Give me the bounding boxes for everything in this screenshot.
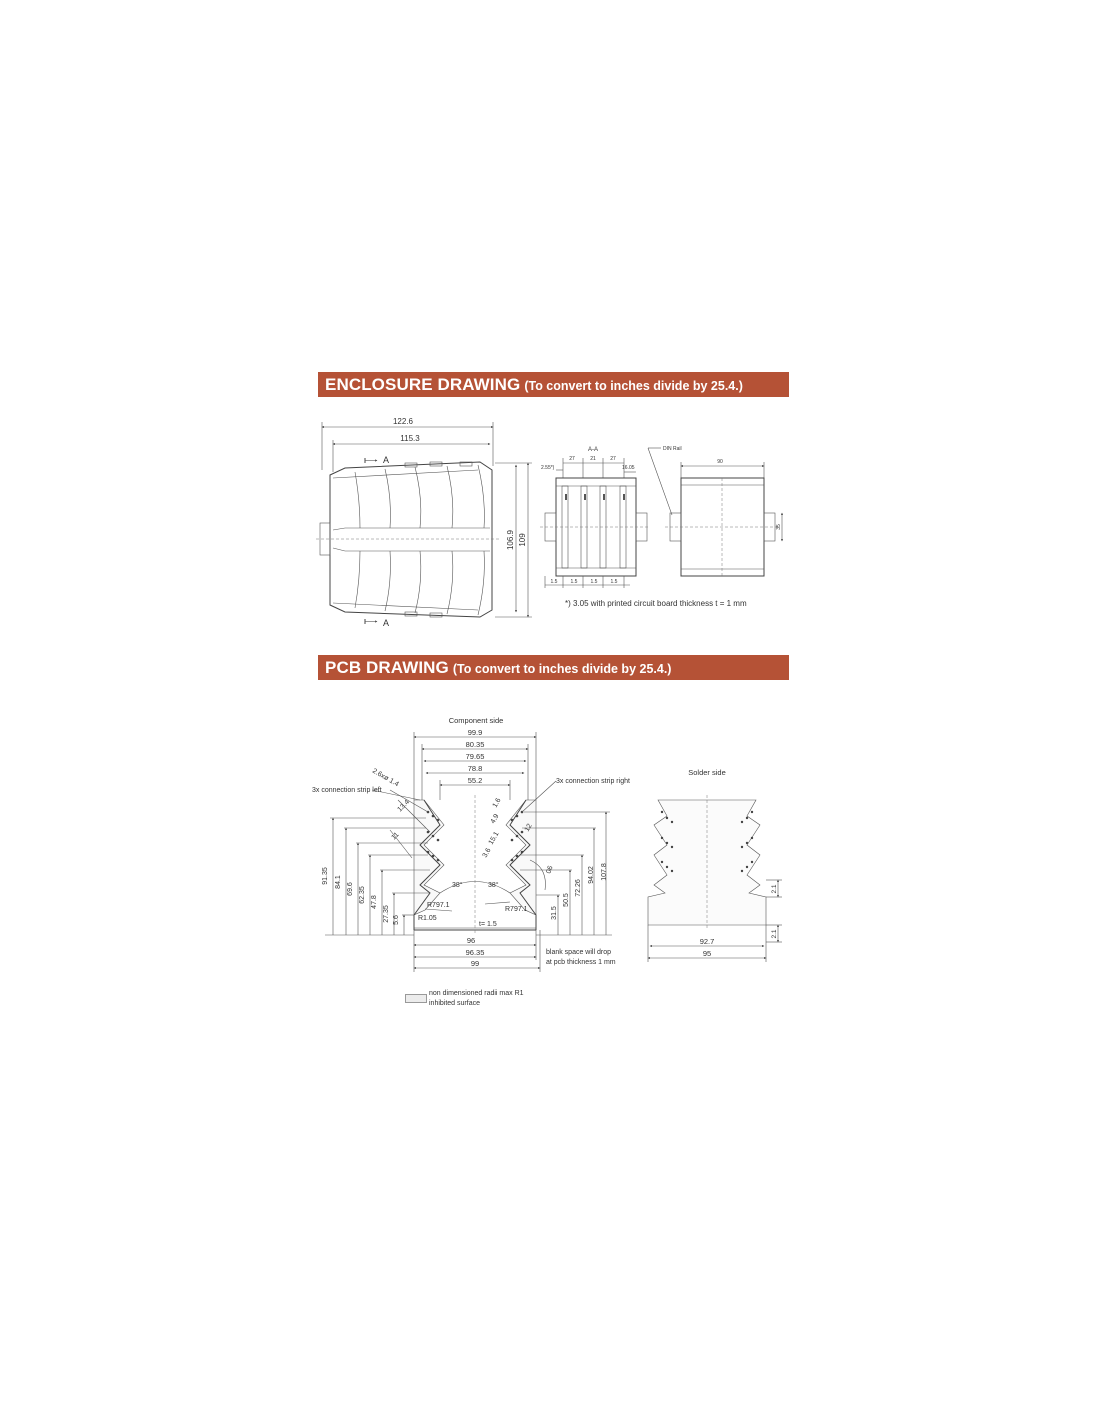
dim-solder-bottom-1: 92.7 [699, 937, 715, 946]
dim-bottom-b: 96.35 [465, 948, 485, 957]
component-side-label: Component side [448, 716, 504, 725]
angle-right: 38° [488, 882, 499, 889]
dim-rail: 35 [776, 524, 782, 530]
solder-side-label: Solder side [688, 768, 726, 777]
dim-pitch-3: 27 [610, 456, 616, 462]
dim-top-1: 99.9 [467, 728, 483, 737]
dim-left-v-2: 84.1 [335, 875, 342, 889]
pcb-solder-side [648, 768, 782, 962]
dim-pitch-right-3: 15.1 [487, 830, 501, 846]
dim-right-v-2: 94.02 [588, 866, 595, 884]
dim-pitch-left-1: 13.4 [396, 798, 412, 814]
dim-pitch-right-4: 3.6 [481, 847, 493, 859]
legend-swatch [405, 994, 427, 1003]
dim-rail-width: 90 [717, 459, 723, 465]
legend-line-1: non dimensioned radii max R1 [429, 990, 524, 997]
dim-bottom-3: 1.5 [590, 579, 598, 585]
dim-left-v-6: 27.35 [383, 905, 390, 923]
enclosure-footnote: *) 3.05 with printed circuit board thickness t = 1 mm [565, 599, 747, 608]
rail-label: DIN Rail [663, 446, 682, 452]
section-marker-top: A [383, 455, 390, 465]
dim-pitch-right-2: 4.9 [489, 813, 501, 825]
dim-chamfer: 06 [545, 864, 555, 875]
dim-left-v-3: 69.6 [347, 882, 354, 896]
angle-left: 38° [452, 882, 463, 889]
dim-height-inner: 106.9 [506, 529, 515, 551]
strip-left-label: 3x connection strip left [312, 787, 382, 794]
dim-pitch-left-2: 11 [390, 831, 401, 842]
dim-bottom-c: 99 [470, 959, 480, 968]
note-blank-1: blank space will drop [546, 949, 611, 956]
dim-left-offset: 2.55*) [541, 465, 555, 471]
thickness-label: t= 1.5 [479, 921, 497, 928]
dim-overall-width: 122.6 [392, 417, 414, 426]
radius-left: R797.1 [427, 902, 450, 909]
dim-bottom-1: 1.5 [550, 579, 558, 585]
dim-left-v-7: 5.6 [393, 915, 400, 925]
dim-bottom-2: 1.5 [570, 579, 578, 585]
dim-pitch-2: 21 [590, 456, 596, 462]
dim-pitch-1: 27 [569, 456, 575, 462]
dim-solder-right-1: 2.1 [771, 884, 778, 894]
pcb-title: PCB DRAWING [325, 658, 449, 677]
dim-height-outer: 109 [518, 533, 527, 547]
dim-pitch-right-1: 1.6 [491, 797, 503, 809]
strip-right-label: 3x connection strip right [556, 778, 630, 785]
enclosure-title: ENCLOSURE DRAWING [325, 375, 521, 394]
pcb-component-side [312, 716, 630, 972]
dim-top-5: 55.2 [467, 776, 483, 785]
enclosure-section-view [540, 447, 650, 588]
note-blank-2: at pcb thickness 1 mm [546, 959, 616, 966]
enclosure-rail-view [648, 446, 782, 576]
dim-top-3: 79.65 [465, 752, 485, 761]
legend-line-2: inhibited surface [429, 1000, 480, 1007]
dim-right-v-1: 107.8 [601, 863, 608, 881]
dim-bottom-4: 1.5 [610, 579, 618, 585]
dim-left-v-1: 91.35 [322, 867, 329, 885]
dim-left-v-4: 62.35 [359, 886, 366, 904]
dim-pitch-right-5: 12 [523, 822, 534, 833]
dim-right-offset: 16.05 [622, 465, 635, 471]
pcb-subtitle: (To convert to inches divide by 25.4.) [452, 662, 672, 676]
dim-inner-width: 115.3 [400, 434, 420, 443]
dim-right-v-3: 72.26 [575, 879, 582, 897]
section-marker-bottom: A [383, 618, 390, 628]
dim-solder-bottom-2: 95 [702, 949, 712, 958]
dim-top-4: 78.8 [467, 764, 483, 773]
dim-right-v-5: 31.5 [551, 906, 558, 920]
dim-bottom-a: 96 [466, 936, 476, 945]
radius-right: R797.1 [505, 906, 528, 913]
dim-right-v-4: 50.5 [563, 893, 570, 907]
enclosure-top-view [316, 417, 532, 628]
dim-solder-right-2: 2.1 [771, 929, 778, 939]
enclosure-subtitle: (To convert to inches divide by 25.4.) [524, 379, 743, 393]
dim-top-2: 80.35 [465, 740, 485, 749]
radius-small: R1.05 [418, 915, 437, 922]
section-label: A-A [587, 447, 599, 453]
pin-label: 2.6xø 1.4 [371, 767, 400, 789]
dim-left-v-5: 47.8 [371, 895, 378, 909]
